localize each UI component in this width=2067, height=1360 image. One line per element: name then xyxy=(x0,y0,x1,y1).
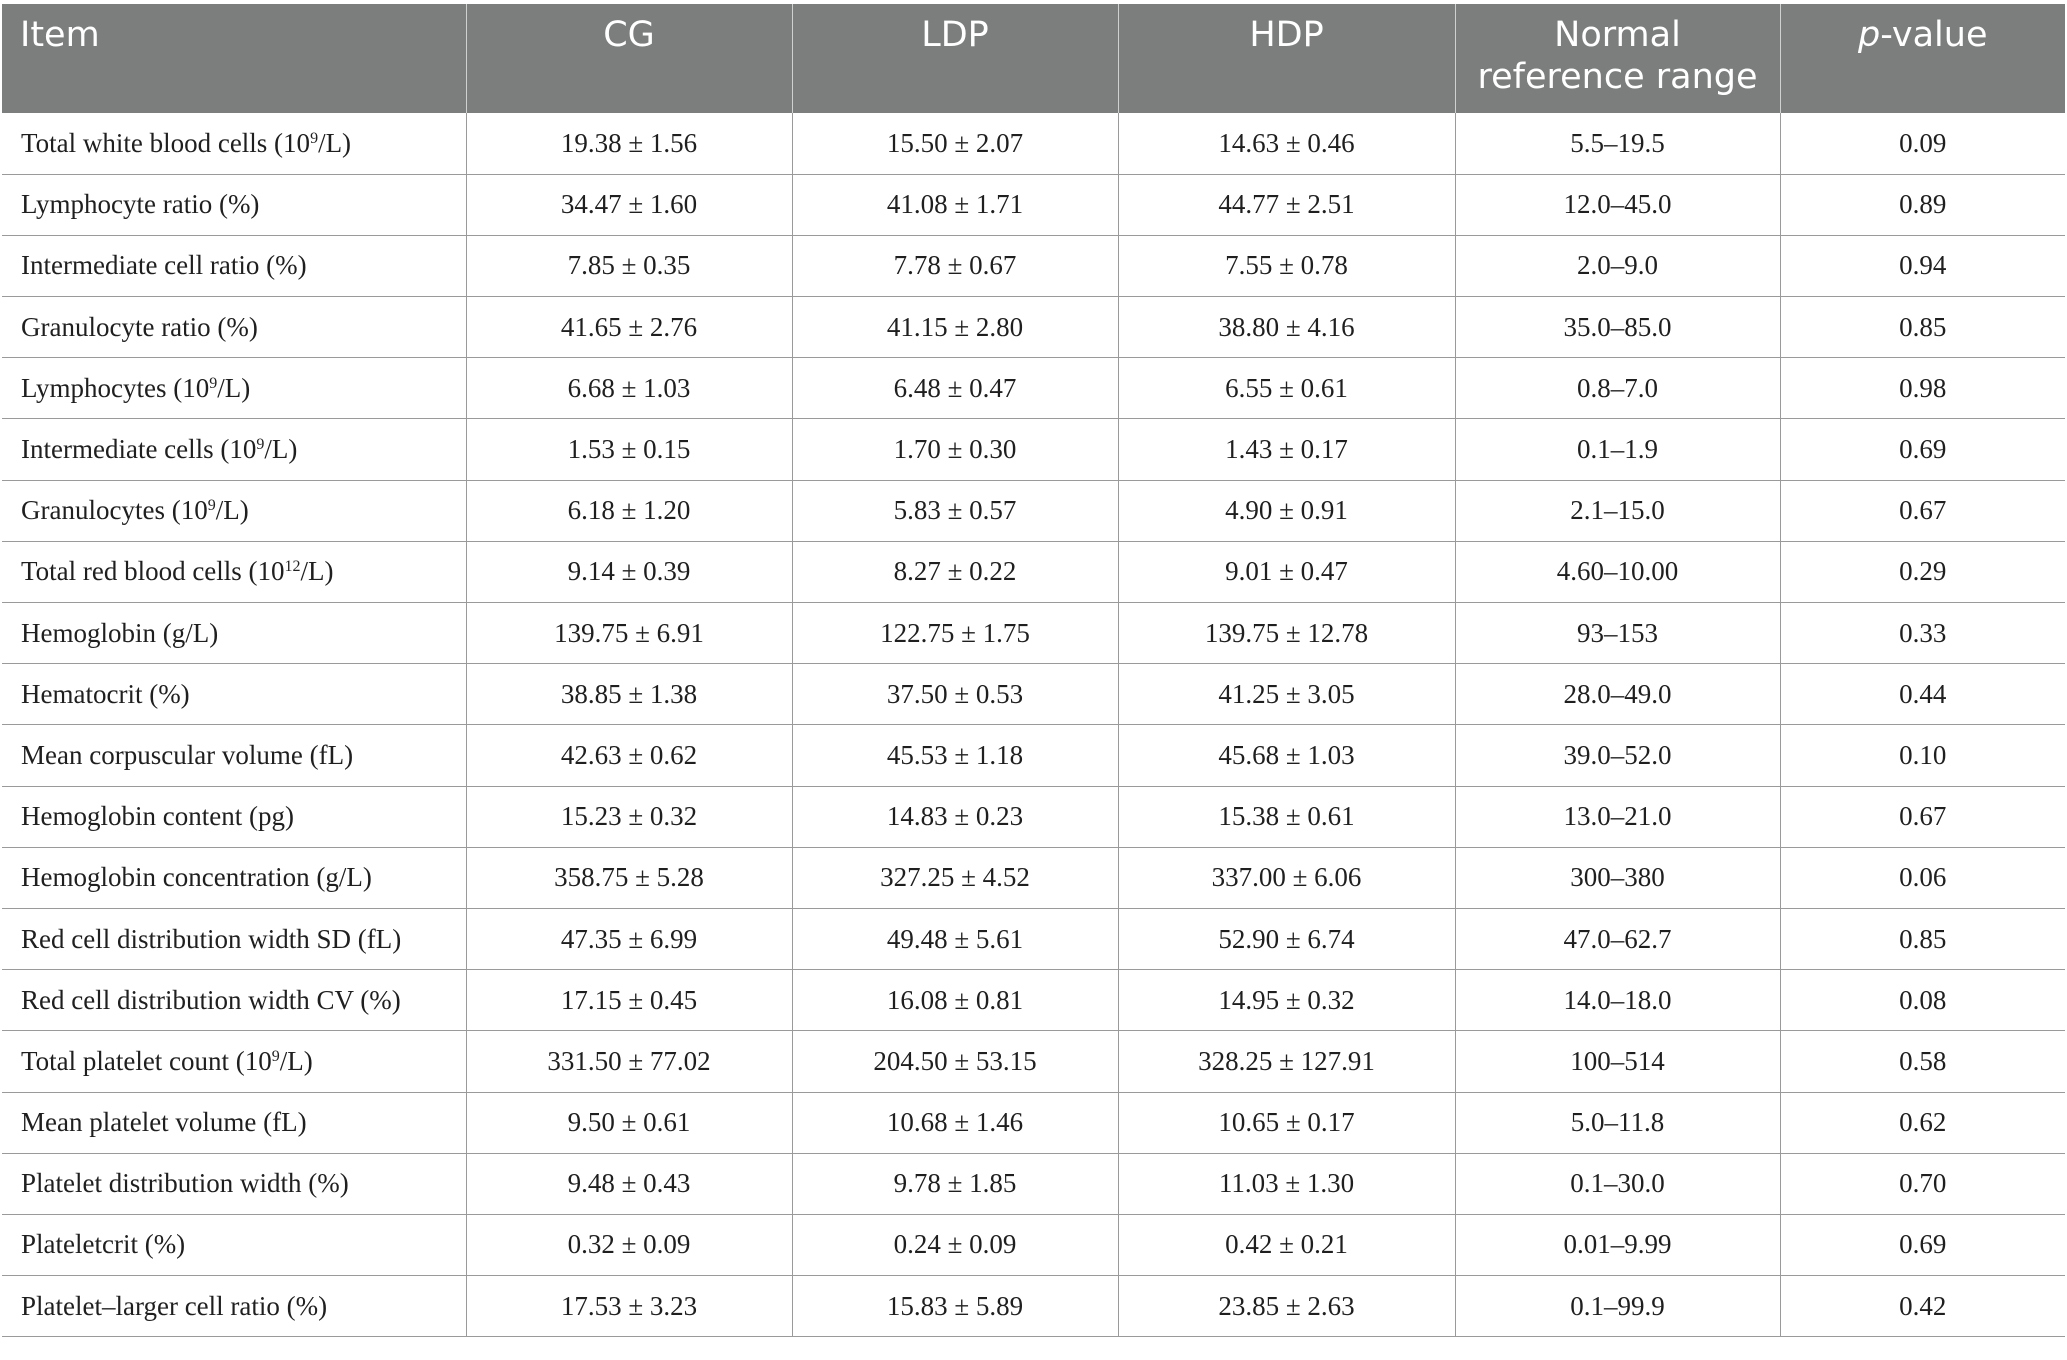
table-row xyxy=(2,358,2065,419)
cell-hdp: 41.25 ± 3.05 xyxy=(1118,664,1455,725)
item-label: Hemoglobin (g/L) xyxy=(21,617,219,648)
cell-normal-range: 0.1–30.0 xyxy=(1455,1153,1780,1214)
cell-normal-range: 0.01–9.99 xyxy=(1455,1214,1780,1275)
cell-p-value: 0.09 xyxy=(1780,113,2065,174)
cell-item xyxy=(2,297,466,358)
cell-ldp: 37.50 ± 0.53 xyxy=(792,664,1118,725)
cell-p-value: 0.70 xyxy=(1780,1153,2065,1214)
cell-hdp: 139.75 ± 12.78 xyxy=(1118,603,1455,664)
item-label: Total platelet count (10 xyxy=(21,1045,272,1076)
cell-item xyxy=(2,1153,466,1214)
item-label: Total white blood cells (10 xyxy=(21,127,311,158)
cell-ldp: 9.78 ± 1.85 xyxy=(792,1153,1118,1214)
cell-ldp: 15.50 ± 2.07 xyxy=(792,113,1118,174)
table-row xyxy=(2,603,2065,664)
cell-p-value: 0.29 xyxy=(1780,541,2065,602)
cell-cg: 38.85 ± 1.38 xyxy=(466,664,792,725)
cell-p-value: 0.33 xyxy=(1780,603,2065,664)
cell-ldp: 14.83 ± 0.23 xyxy=(792,786,1118,847)
cell-p-value: 0.67 xyxy=(1780,480,2065,541)
cell-ldp: 10.68 ± 1.46 xyxy=(792,1092,1118,1153)
cell-ldp: 41.15 ± 2.80 xyxy=(792,297,1118,358)
cell-cg: 34.47 ± 1.60 xyxy=(466,174,792,235)
cell-normal-range: 35.0–85.0 xyxy=(1455,297,1780,358)
cell-normal-range: 0.1–99.9 xyxy=(1455,1276,1780,1337)
item-unit: /L) xyxy=(264,434,298,465)
table-body xyxy=(2,113,2065,1337)
item-label: Intermediate cell ratio (%) xyxy=(21,250,307,281)
item-label: Red cell distribution width SD (fL) xyxy=(21,923,402,954)
table-row xyxy=(2,1092,2065,1153)
cell-cg: 9.48 ± 0.43 xyxy=(466,1153,792,1214)
cell-cg: 0.32 ± 0.09 xyxy=(466,1214,792,1275)
cell-normal-range: 12.0–45.0 xyxy=(1455,174,1780,235)
table-row xyxy=(2,541,2065,602)
item-label: Red cell distribution width CV (%) xyxy=(21,984,401,1015)
cell-ldp: 15.83 ± 5.89 xyxy=(792,1276,1118,1337)
item-label: Lymphocytes (10 xyxy=(21,372,210,403)
header-p-rest: -value xyxy=(1880,15,1988,55)
cell-ldp: 327.25 ± 4.52 xyxy=(792,847,1118,908)
cell-hdp: 11.03 ± 1.30 xyxy=(1118,1153,1455,1214)
header-p-italic: p xyxy=(1857,15,1881,55)
item-label: Platelet–larger cell ratio (%) xyxy=(21,1290,328,1321)
cell-normal-range: 100–514 xyxy=(1455,1031,1780,1092)
table-row xyxy=(2,174,2065,235)
cell-p-value: 0.62 xyxy=(1780,1092,2065,1153)
cell-hdp: 14.95 ± 0.32 xyxy=(1118,970,1455,1031)
cell-item xyxy=(2,664,466,725)
cell-p-value: 0.42 xyxy=(1780,1276,2065,1337)
item-label: Mean corpuscular volume (fL) xyxy=(21,739,354,770)
cell-normal-range: 13.0–21.0 xyxy=(1455,786,1780,847)
item-unit: /L) xyxy=(300,556,334,587)
cell-item xyxy=(2,1092,466,1153)
cell-item xyxy=(2,908,466,969)
cell-item xyxy=(2,113,466,174)
table-row xyxy=(2,480,2065,541)
cell-item xyxy=(2,235,466,296)
cell-p-value: 0.69 xyxy=(1780,1214,2065,1275)
cell-p-value: 0.06 xyxy=(1780,847,2065,908)
cell-cg: 42.63 ± 0.62 xyxy=(466,725,792,786)
cell-hdp: 44.77 ± 2.51 xyxy=(1118,174,1455,235)
cell-ldp: 1.70 ± 0.30 xyxy=(792,419,1118,480)
cell-normal-range: 5.5–19.5 xyxy=(1455,113,1780,174)
cell-normal-range: 39.0–52.0 xyxy=(1455,725,1780,786)
cell-hdp: 0.42 ± 0.21 xyxy=(1118,1214,1455,1275)
item-label: Platelet distribution width (%) xyxy=(21,1168,349,1199)
table-row xyxy=(2,1031,2065,1092)
item-label: Intermediate cells (10 xyxy=(21,434,257,465)
table-row xyxy=(2,419,2065,480)
blood-parameters-table xyxy=(2,4,2065,1337)
header-hdp: HDP xyxy=(1118,4,1455,113)
cell-ldp: 6.48 ± 0.47 xyxy=(792,358,1118,419)
item-unit: /L) xyxy=(279,1045,313,1076)
cell-cg: 6.68 ± 1.03 xyxy=(466,358,792,419)
table-row xyxy=(2,664,2065,725)
item-label: Total red blood cells (10 xyxy=(21,556,285,587)
cell-cg: 139.75 ± 6.91 xyxy=(466,603,792,664)
cell-p-value: 0.67 xyxy=(1780,786,2065,847)
table-header xyxy=(2,4,2065,113)
cell-ldp: 0.24 ± 0.09 xyxy=(792,1214,1118,1275)
cell-cg: 358.75 ± 5.28 xyxy=(466,847,792,908)
table-row xyxy=(2,297,2065,358)
cell-normal-range: 2.1–15.0 xyxy=(1455,480,1780,541)
header-row xyxy=(2,4,2065,113)
cell-hdp: 14.63 ± 0.46 xyxy=(1118,113,1455,174)
cell-normal-range: 0.1–1.9 xyxy=(1455,419,1780,480)
cell-hdp: 4.90 ± 0.91 xyxy=(1118,480,1455,541)
cell-item xyxy=(2,541,466,602)
cell-p-value: 0.94 xyxy=(1780,235,2065,296)
cell-ldp: 8.27 ± 0.22 xyxy=(792,541,1118,602)
cell-hdp: 15.38 ± 0.61 xyxy=(1118,786,1455,847)
cell-item xyxy=(2,847,466,908)
cell-p-value: 0.85 xyxy=(1780,297,2065,358)
cell-cg: 9.50 ± 0.61 xyxy=(466,1092,792,1153)
cell-p-value: 0.85 xyxy=(1780,908,2065,969)
table-row xyxy=(2,1153,2065,1214)
cell-cg: 41.65 ± 2.76 xyxy=(466,297,792,358)
cell-hdp: 337.00 ± 6.06 xyxy=(1118,847,1455,908)
table-row xyxy=(2,786,2065,847)
cell-hdp: 7.55 ± 0.78 xyxy=(1118,235,1455,296)
item-exponent: 9 xyxy=(271,1047,280,1065)
cell-item xyxy=(2,970,466,1031)
cell-ldp: 16.08 ± 0.81 xyxy=(792,970,1118,1031)
item-exponent: 9 xyxy=(256,436,265,454)
cell-item xyxy=(2,174,466,235)
item-unit: /L) xyxy=(318,127,352,158)
table-row xyxy=(2,908,2065,969)
cell-cg: 17.15 ± 0.45 xyxy=(466,970,792,1031)
item-label: Mean platelet volume (fL) xyxy=(21,1107,307,1138)
item-exponent: 9 xyxy=(310,129,319,147)
item-unit: /L) xyxy=(217,372,251,403)
cell-ldp: 5.83 ± 0.57 xyxy=(792,480,1118,541)
cell-cg: 19.38 ± 1.56 xyxy=(466,113,792,174)
cell-p-value: 0.89 xyxy=(1780,174,2065,235)
cell-normal-range: 300–380 xyxy=(1455,847,1780,908)
cell-normal-range: 4.60–10.00 xyxy=(1455,541,1780,602)
cell-hdp: 328.25 ± 127.91 xyxy=(1118,1031,1455,1092)
header-cg: CG xyxy=(466,4,792,113)
cell-cg: 331.50 ± 77.02 xyxy=(466,1031,792,1092)
table-row xyxy=(2,1276,2065,1337)
cell-normal-range: 93–153 xyxy=(1455,603,1780,664)
cell-cg: 17.53 ± 3.23 xyxy=(466,1276,792,1337)
cell-ldp: 7.78 ± 0.67 xyxy=(792,235,1118,296)
cell-hdp: 23.85 ± 2.63 xyxy=(1118,1276,1455,1337)
table-row xyxy=(2,235,2065,296)
item-exponent: 12 xyxy=(284,558,301,576)
cell-p-value: 0.44 xyxy=(1780,664,2065,725)
cell-hdp: 38.80 ± 4.16 xyxy=(1118,297,1455,358)
cell-ldp: 122.75 ± 1.75 xyxy=(792,603,1118,664)
cell-ldp: 45.53 ± 1.18 xyxy=(792,725,1118,786)
item-label: Granulocytes (10 xyxy=(21,495,208,526)
cell-item xyxy=(2,725,466,786)
cell-ldp: 41.08 ± 1.71 xyxy=(792,174,1118,235)
cell-item xyxy=(2,358,466,419)
cell-hdp: 52.90 ± 6.74 xyxy=(1118,908,1455,969)
cell-hdp: 10.65 ± 0.17 xyxy=(1118,1092,1455,1153)
cell-cg: 6.18 ± 1.20 xyxy=(466,480,792,541)
cell-ldp: 49.48 ± 5.61 xyxy=(792,908,1118,969)
cell-cg: 7.85 ± 0.35 xyxy=(466,235,792,296)
cell-p-value: 0.10 xyxy=(1780,725,2065,786)
item-exponent: 9 xyxy=(207,497,216,515)
cell-cg: 1.53 ± 0.15 xyxy=(466,419,792,480)
item-label: Plateletcrit (%) xyxy=(21,1229,186,1260)
header-ldp: LDP xyxy=(792,4,1118,113)
cell-normal-range: 5.0–11.8 xyxy=(1455,1092,1780,1153)
cell-normal-range: 47.0–62.7 xyxy=(1455,908,1780,969)
cell-p-value: 0.58 xyxy=(1780,1031,2065,1092)
table-row xyxy=(2,970,2065,1031)
cell-item xyxy=(2,1214,466,1275)
cell-p-value: 0.69 xyxy=(1780,419,2065,480)
header-normal-range: Normal reference range xyxy=(1455,4,1780,113)
item-label: Granulocyte ratio (%) xyxy=(21,311,258,342)
cell-hdp: 45.68 ± 1.03 xyxy=(1118,725,1455,786)
cell-item xyxy=(2,419,466,480)
cell-cg: 47.35 ± 6.99 xyxy=(466,908,792,969)
table-row xyxy=(2,1214,2065,1275)
cell-ldp: 204.50 ± 53.15 xyxy=(792,1031,1118,1092)
item-label: Hematocrit (%) xyxy=(21,678,190,709)
cell-item xyxy=(2,1276,466,1337)
cell-normal-range: 14.0–18.0 xyxy=(1455,970,1780,1031)
cell-hdp: 6.55 ± 0.61 xyxy=(1118,358,1455,419)
cell-normal-range: 28.0–49.0 xyxy=(1455,664,1780,725)
cell-item xyxy=(2,480,466,541)
cell-p-value: 0.98 xyxy=(1780,358,2065,419)
item-exponent: 9 xyxy=(209,374,218,392)
header-p-value xyxy=(1780,4,2065,113)
cell-normal-range: 2.0–9.0 xyxy=(1455,235,1780,296)
item-unit: /L) xyxy=(215,495,249,526)
cell-item xyxy=(2,1031,466,1092)
cell-item xyxy=(2,603,466,664)
cell-hdp: 9.01 ± 0.47 xyxy=(1118,541,1455,602)
cell-item xyxy=(2,786,466,847)
table-row xyxy=(2,847,2065,908)
cell-hdp: 1.43 ± 0.17 xyxy=(1118,419,1455,480)
header-item: Item xyxy=(2,4,466,113)
item-label: Lymphocyte ratio (%) xyxy=(21,189,260,220)
cell-cg: 9.14 ± 0.39 xyxy=(466,541,792,602)
cell-cg: 15.23 ± 0.32 xyxy=(466,786,792,847)
item-label: Hemoglobin concentration (g/L) xyxy=(21,862,372,893)
cell-normal-range: 0.8–7.0 xyxy=(1455,358,1780,419)
table-row xyxy=(2,113,2065,174)
table-row xyxy=(2,725,2065,786)
item-label: Hemoglobin content (pg) xyxy=(21,801,294,832)
cell-p-value: 0.08 xyxy=(1780,970,2065,1031)
